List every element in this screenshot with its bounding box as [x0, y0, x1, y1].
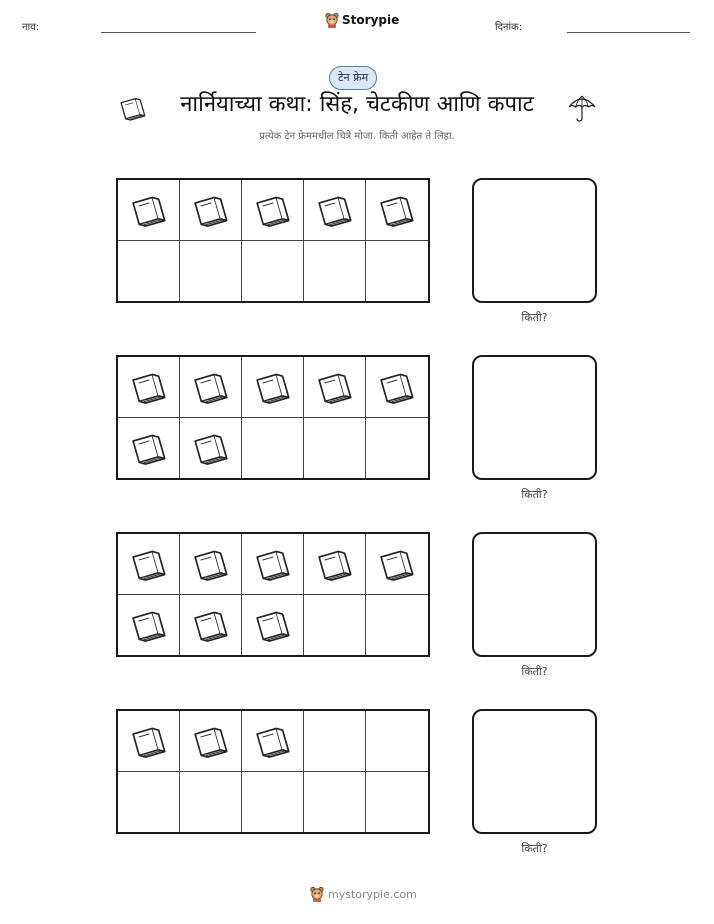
footer	[310, 886, 417, 902]
ten-frame-cell	[242, 357, 304, 418]
ten-frame-cell	[366, 241, 428, 302]
brand-logo	[325, 12, 399, 28]
book-icon	[129, 721, 169, 761]
book-icon	[129, 367, 169, 407]
book-icon	[191, 367, 231, 407]
book-icon	[118, 93, 148, 123]
bear-mascot-icon	[310, 886, 324, 902]
answer-label-1: किती?	[521, 311, 548, 324]
book-icon	[129, 190, 169, 230]
ten-frame-cell	[118, 595, 180, 656]
ten-frame-2	[116, 355, 430, 480]
ten-frame-cell	[366, 418, 428, 479]
ten-frame-cell	[242, 772, 304, 833]
ten-frame-cell	[242, 595, 304, 656]
ten-frame-cell	[304, 595, 366, 656]
book-icon	[191, 721, 231, 761]
ten-frame-cell	[366, 534, 428, 595]
ten-frame-cell	[180, 241, 242, 302]
ten-frame-cell	[304, 180, 366, 241]
ten-frame-cell	[242, 241, 304, 302]
ten-frame-cell	[118, 772, 180, 833]
answer-label-4: किती?	[521, 842, 548, 855]
book-icon	[191, 190, 231, 230]
book-icon	[129, 544, 169, 584]
ten-frame-cell	[304, 357, 366, 418]
book-icon	[191, 428, 231, 468]
ten-frame-cell	[118, 418, 180, 479]
book-icon	[253, 367, 293, 407]
ten-frame-cell	[180, 418, 242, 479]
book-icon	[377, 190, 417, 230]
ten-frame-cell	[304, 241, 366, 302]
worksheet-type-badge: टेन फ्रेम	[329, 66, 377, 90]
brand-name: Storypie	[342, 13, 400, 27]
book-icon	[315, 544, 355, 584]
ten-frame-cell	[180, 357, 242, 418]
book-icon	[253, 190, 293, 230]
ten-frame-cell	[366, 180, 428, 241]
answer-box-2[interactable]	[472, 355, 597, 480]
answer-box-3[interactable]	[472, 532, 597, 657]
book-icon	[191, 544, 231, 584]
ten-frame-1	[116, 178, 430, 303]
answer-box-1[interactable]	[472, 178, 597, 303]
ten-frame-cell	[242, 418, 304, 479]
book-icon	[191, 605, 231, 645]
ten-frame-cell	[118, 534, 180, 595]
ten-frame-cell	[304, 772, 366, 833]
ten-frame-cell	[366, 595, 428, 656]
ten-frame-cell	[180, 772, 242, 833]
answer-label-2: किती?	[521, 488, 548, 501]
book-icon	[315, 190, 355, 230]
book-icon	[253, 544, 293, 584]
book-icon	[253, 721, 293, 761]
ten-frame-cell	[242, 180, 304, 241]
ten-frame-cell	[366, 711, 428, 772]
ten-frame-cell	[180, 534, 242, 595]
ten-frame-cell	[180, 595, 242, 656]
book-icon	[377, 544, 417, 584]
book-icon	[253, 605, 293, 645]
date-line[interactable]	[567, 32, 690, 33]
ten-frame-cell	[304, 534, 366, 595]
answer-label-3: किती?	[521, 665, 548, 678]
book-icon	[315, 367, 355, 407]
ten-frame-cell	[242, 711, 304, 772]
date-label: दिनांक:	[495, 22, 523, 33]
ten-frame-cell	[366, 357, 428, 418]
page-title: नार्नियाच्या कथा: सिंह, चेटकीण आणि कपाट	[180, 92, 534, 117]
ten-frame-cell	[118, 241, 180, 302]
ten-frame-cell	[304, 418, 366, 479]
ten-frame-cell	[180, 180, 242, 241]
book-icon	[377, 367, 417, 407]
ten-frame-cell	[180, 711, 242, 772]
footer-url[interactable]: mystorypie.com	[328, 887, 417, 901]
ten-frame-cell	[118, 180, 180, 241]
ten-frame-cell	[118, 357, 180, 418]
bear-mascot-icon	[325, 12, 339, 28]
name-line[interactable]	[101, 32, 256, 33]
ten-frame-cell	[118, 711, 180, 772]
book-icon	[129, 428, 169, 468]
name-label: नाव:	[22, 22, 40, 33]
ten-frame-cell	[304, 711, 366, 772]
instructions: प्रत्येक टेन फ्रेममधील चित्रे मोजा. किती आहेत ते लिहा.	[259, 131, 455, 142]
umbrella-icon	[566, 93, 598, 123]
book-icon	[129, 605, 169, 645]
ten-frame-4	[116, 709, 430, 834]
answer-box-4[interactable]	[472, 709, 597, 834]
ten-frame-cell	[242, 534, 304, 595]
ten-frame-cell	[366, 772, 428, 833]
ten-frame-3	[116, 532, 430, 657]
